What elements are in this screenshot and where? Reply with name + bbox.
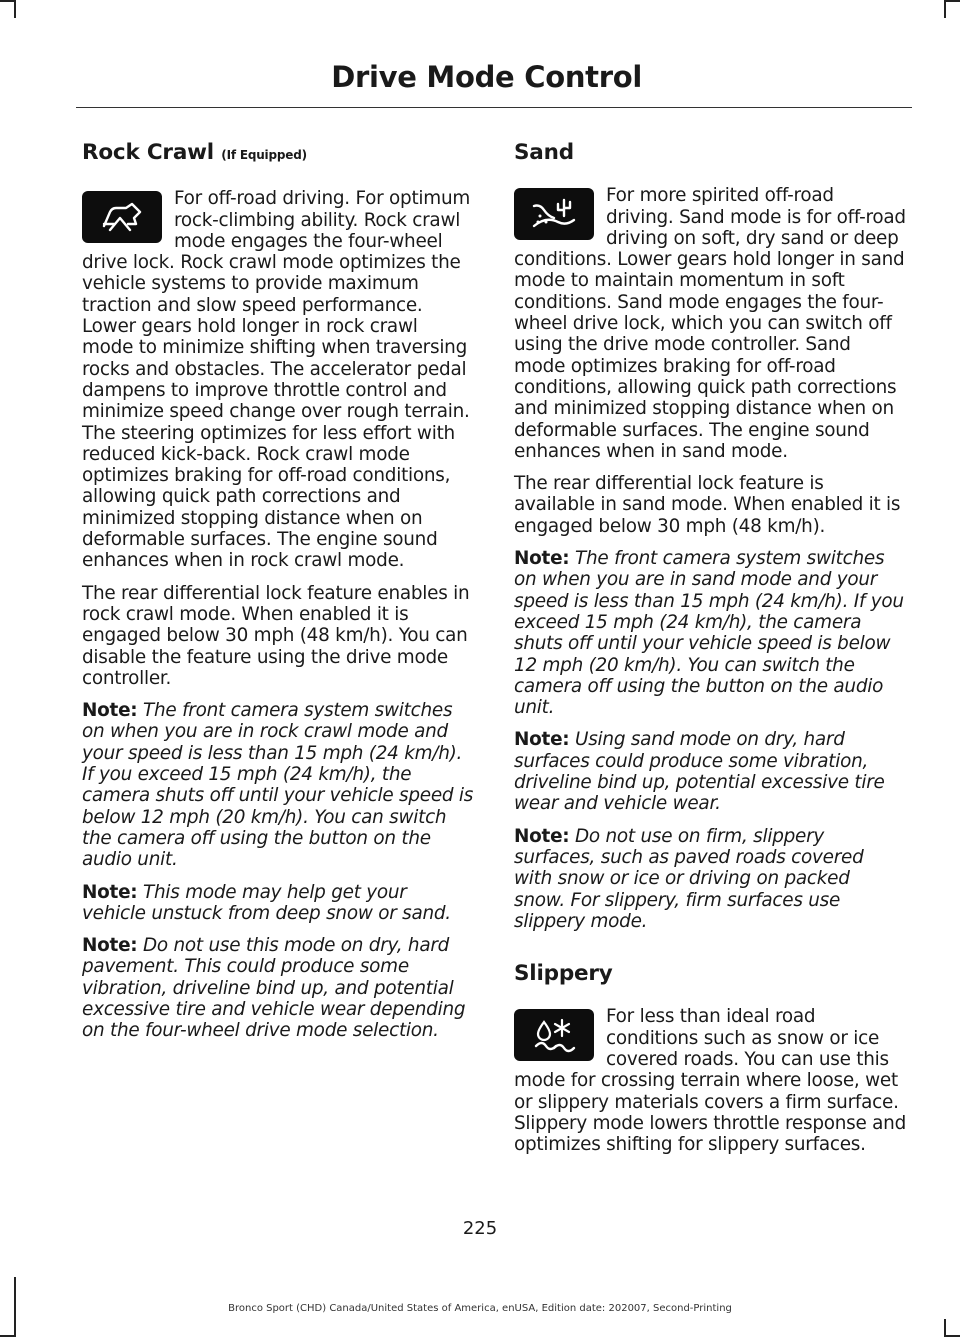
note-text: Do not use this mode on dry, hard pavement. This could produce some vibration, driveline bind up, and potential excessive tire and vehicle wear depending on the four-wheel drive mode selection. — [82, 935, 466, 1042]
slippery-description: For less than ideal road conditions such as snow or ice covered roads. You can use this mode for crossing terrain where loose, wet or slippery materials covers a firm surface. Slippery mode lowers throttle response and optimizes shifting for slippery surfaces. — [514, 1006, 906, 1156]
header-divider — [76, 107, 912, 108]
sand-heading: Sand — [514, 140, 574, 165]
note — [82, 935, 474, 1041]
slippery-heading: Slippery — [514, 961, 613, 987]
note-text: This mode may help get your vehicle unstuck from deep snow or sand. — [82, 881, 451, 924]
rock-crawl-para-2: The rear differential lock feature enables in rock crawl mode. When enabled it is engaged below 30 mph (48 km/h). You can disable the feature using the drive mode controller. — [82, 582, 470, 689]
section-spacer — [514, 943, 906, 963]
sand-para-2: The rear differential lock feature is available in sand mode. When enabled it is engaged below 30 mph (48 km/h). — [514, 473, 901, 537]
rock-crawl-icon — [82, 191, 162, 243]
note-text: Do not use on firm, slippery surfaces, such as paved roads covered with snow or ice or driving on packed snow. For slippery, firm surfaces use slippery mode. — [514, 825, 864, 932]
note-text: The front camera system switches on when you are in sand mode and your speed is less than 15 mph (24 km/h). If you exceed 15 mph (24 km/h), the camera shuts off until your vehicle speed is below 12 mph (20 km/h). You can switch the camera off using the button on the audio unit. — [514, 548, 904, 719]
crop-mark — [0, 0, 14, 2]
sand-mode-icon — [514, 188, 594, 240]
right-column — [514, 142, 906, 1166]
note-label: Note: — [514, 729, 570, 751]
note-text: The front camera system switches on when you are in rock crawl mode and your speed is less than 15 mph (24 km/h). If you exceed 15 mph (24 km/h), the camera shuts off until your vehicle speed is below 12 mph (20 km/h). You can switch the camera off using the button on the audio unit. — [82, 700, 474, 871]
sand-description: For more spirited off-road driving. Sand mode is for off-road driving on soft, dry sand or deep conditions. Lower gears hold longer in sand mode to maintain momentum in soft conditions. Sand mode engages the four-wheel drive lock, which you can switch off using the drive mode controller. Sand mode optimizes braking for off-road conditions, allowing quick path corrections and minimized stopping distance when on deformable surfaces. The engine sound enhances when in sand mode. — [514, 185, 906, 462]
note — [82, 882, 474, 925]
note-text: Using sand mode on dry, hard surfaces could produce some vibration, driveline bind up, potential excessive tire wear and vehicle wear. — [514, 729, 885, 815]
rock-crawl-para-1 — [82, 188, 474, 571]
page-number: 225 — [462, 1218, 498, 1239]
crop-mark — [14, 0, 16, 18]
note-label: Note: — [82, 700, 138, 722]
page-header-title: Drive Mode Control — [331, 60, 642, 94]
rock-crawl-description: For off-road driving. For optimum rock-climbing ability. Rock crawl mode engages the four-wheel drive lock. Rock crawl mode optimizes the vehicle systems to provide maximum traction and slow speed performance. Lower gears hold longer in rock crawl mode to minimize shifting when traversing rocks and obstacles. The accelerator pedal dampens to improve throttle control and minimize speed change over rough terrain. The steering optimizes for less effort with reduced kick-back. Rock crawl mode optimizes braking for off-road conditions, allowing quick path corrections and minimized stopping distance when on deformable surfaces. The engine sound enhances when in rock crawl mode. — [82, 188, 471, 572]
note-label: Note: — [82, 881, 138, 903]
rock-crawl-heading — [82, 142, 474, 166]
left-column — [82, 142, 474, 1053]
note-label: Note: — [82, 935, 138, 957]
note — [514, 826, 906, 932]
crop-mark — [944, 0, 946, 18]
note — [82, 700, 474, 870]
rock-crawl-title: Rock Crawl — [82, 140, 214, 165]
slippery-mode-icon — [514, 1009, 594, 1061]
note-label: Note: — [514, 548, 570, 570]
sand-para-1 — [514, 185, 906, 462]
crop-mark — [946, 0, 960, 2]
note — [514, 729, 906, 814]
note-label: Note: — [514, 825, 570, 847]
note — [514, 548, 906, 718]
if-equipped-label: (If Equipped) — [221, 148, 307, 162]
crop-mark — [944, 1319, 946, 1337]
slippery-para-1 — [514, 1006, 906, 1155]
page-footer: Bronco Sport (CHD) Canada/United States of America, enUSA, Edition date: 202007, Second-Printing — [228, 1303, 732, 1314]
